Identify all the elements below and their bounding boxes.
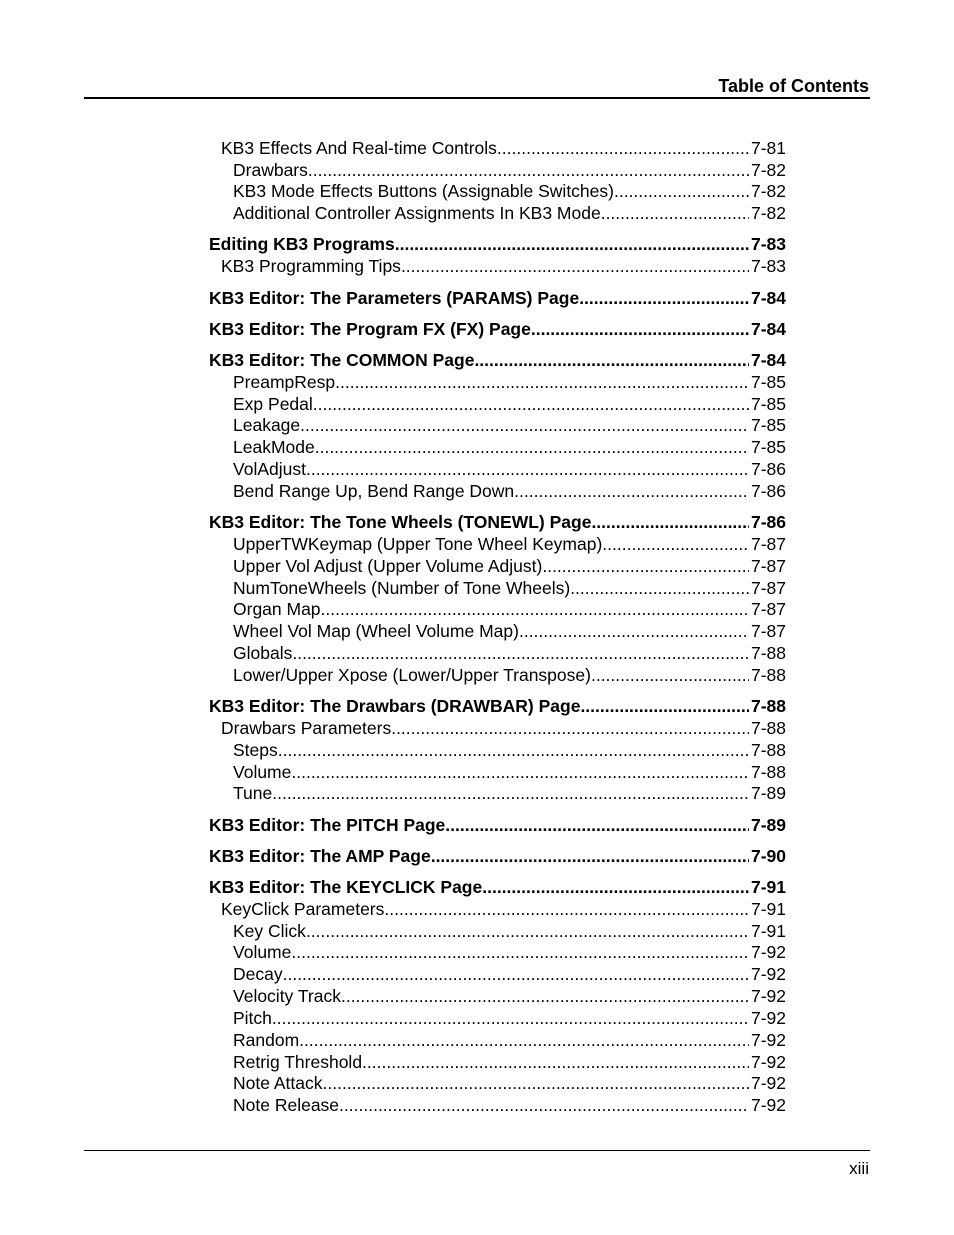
toc-entry[interactable] [221, 717, 786, 739]
toc-entry[interactable] [233, 664, 786, 686]
toc-entry-page: 7-85 [750, 437, 786, 457]
toc-entry-page: 7-87 [750, 556, 786, 576]
toc-dot-leader [341, 985, 749, 1007]
toc-entry-page: 7-88 [750, 665, 786, 685]
toc-entry-title: KB3 Effects And Real-time Controls [221, 138, 497, 158]
toc-entry-page: 7-86 [750, 459, 786, 479]
toc-entry-page: 7-82 [750, 203, 786, 223]
toc-entry-title: KB3 Editor: The COMMON Page [209, 350, 475, 370]
toc-entry-page: 7-89 [750, 783, 786, 803]
toc-dot-leader [591, 664, 749, 686]
toc-dot-leader [474, 349, 749, 371]
toc-entry-title: Upper Vol Adjust (Upper Volume Adjust) [233, 556, 543, 576]
toc-entry[interactable] [233, 533, 786, 555]
toc-entry[interactable] [233, 941, 786, 963]
toc-entry-title: Volume [233, 762, 292, 782]
toc-entry-title: KB3 Editor: The Tone Wheels (TONEWL) Page [209, 512, 592, 532]
toc-entry-title: Key Click [233, 921, 306, 941]
toc-dot-leader [299, 1029, 749, 1051]
toc-dot-leader [591, 511, 749, 533]
toc-entry[interactable] [233, 598, 786, 620]
toc-entry-page: 7-92 [750, 1073, 786, 1093]
toc-entry-title: Additional Controller Assignments In KB3 Mode [233, 203, 601, 223]
toc-entry-page: 7-92 [750, 1008, 786, 1028]
toc-entry-title: Velocity Track [233, 986, 341, 1006]
toc-entry-page: 7-88 [750, 740, 786, 760]
toc-section-entry[interactable] [209, 876, 786, 898]
toc-entry-title: Organ Map [233, 599, 321, 619]
toc-entry-page: 7-82 [750, 160, 786, 180]
toc-dot-leader [315, 436, 749, 458]
toc-section-entry[interactable] [209, 814, 786, 836]
toc-entry-page: 7-91 [750, 899, 786, 919]
toc-entry-title: Pitch [233, 1008, 272, 1028]
toc-dot-leader [391, 717, 749, 739]
toc-entry-title: VolAdjust [233, 459, 306, 479]
toc-entry-title: UpperTWKeymap (Upper Tone Wheel Keymap) [233, 534, 603, 554]
toc-entry-title: Drawbars Parameters [221, 718, 392, 738]
toc-entry-title: Globals [233, 643, 293, 663]
toc-dot-leader [519, 620, 749, 642]
toc-section-entry[interactable] [209, 511, 786, 533]
toc-entry-page: 7-84 [750, 350, 786, 370]
toc-entry-title: Retrig Threshold [233, 1052, 363, 1072]
toc-dot-leader [395, 233, 749, 255]
toc-entry-title: Steps [233, 740, 278, 760]
toc-entry[interactable] [233, 480, 786, 502]
toc-entry-page: 7-91 [750, 877, 786, 897]
toc-entry-title: PreampResp [233, 372, 336, 392]
toc-dot-leader [602, 533, 749, 555]
toc-entry[interactable] [233, 620, 786, 642]
toc-entry-page: 7-84 [750, 288, 786, 308]
toc-entry-page: 7-90 [750, 846, 786, 866]
toc-dot-leader [580, 695, 749, 717]
toc-entry-title: Note Release [233, 1095, 340, 1115]
toc-dot-leader [431, 845, 749, 867]
toc-entry[interactable] [233, 1007, 786, 1029]
toc-entry[interactable] [221, 255, 786, 277]
toc-section-entry[interactable] [209, 695, 786, 717]
toc-entry-title: Leakage [233, 415, 301, 435]
toc-entry-page: 7-85 [750, 415, 786, 435]
toc-entry-page: 7-85 [750, 394, 786, 414]
toc-entry-page: 7-83 [750, 234, 786, 254]
toc-entry[interactable] [233, 159, 786, 181]
toc-entry[interactable] [233, 577, 786, 599]
toc-dot-leader [384, 898, 749, 920]
toc-dot-leader [339, 1094, 749, 1116]
toc-entry-title: Drawbars [233, 160, 308, 180]
toc-entry-page: 7-86 [750, 512, 786, 532]
toc-dot-leader [445, 814, 749, 836]
toc-entry-page: 7-87 [750, 578, 786, 598]
toc-entry-title: LeakMode [233, 437, 315, 457]
toc-entry[interactable] [233, 436, 786, 458]
toc-dot-leader [614, 180, 749, 202]
toc-entry[interactable] [233, 414, 786, 436]
toc-entry-title: KB3 Mode Effects Buttons (Assignable Switches) [233, 181, 614, 201]
toc-dot-leader [308, 159, 749, 181]
toc-dot-leader [514, 480, 749, 502]
toc-entry-title: KB3 Editor: The Drawbars (DRAWBAR) Page [209, 696, 581, 716]
toc-dot-leader [401, 255, 749, 277]
toc-entry-title: KB3 Editor: The Parameters (PARAMS) Page [209, 288, 580, 308]
toc-dot-leader [283, 963, 749, 985]
toc-entry[interactable] [233, 1029, 786, 1051]
toc-dot-leader [570, 577, 749, 599]
toc-dot-leader [321, 598, 749, 620]
toc-dot-leader [272, 782, 749, 804]
toc-dot-leader [292, 642, 749, 664]
toc-entry[interactable] [221, 137, 786, 159]
toc-entry-title: Decay [233, 964, 283, 984]
toc-dot-leader [291, 941, 749, 963]
toc-dot-leader [272, 1007, 749, 1029]
toc-entry[interactable] [233, 458, 786, 480]
toc-entry-title: Exp Pedal [233, 394, 313, 414]
toc-entry-page: 7-92 [750, 942, 786, 962]
toc-entry[interactable] [233, 963, 786, 985]
toc-entry[interactable] [233, 642, 786, 664]
toc-dot-leader [497, 137, 749, 159]
toc-entry[interactable] [233, 202, 786, 224]
toc-entry[interactable] [221, 898, 786, 920]
toc-entry-title: KeyClick Parameters [221, 899, 385, 919]
toc-entry-page: 7-92 [750, 1030, 786, 1050]
footer-page-number: xiii [849, 1159, 869, 1178]
toc-section-entry[interactable] [209, 845, 786, 867]
toc-dot-leader [335, 371, 749, 393]
toc-dot-leader [306, 920, 749, 942]
toc-entry-page: 7-82 [750, 181, 786, 201]
toc-entry-title: Lower/Upper Xpose (Lower/Upper Transpose) [233, 665, 591, 685]
toc-entry-page: 7-92 [750, 1052, 786, 1072]
toc-entry-page: 7-88 [750, 762, 786, 782]
toc-dot-leader [291, 761, 749, 783]
toc-entry-title: Bend Range Up, Bend Range Down [233, 481, 515, 501]
toc-entry-page: 7-87 [750, 534, 786, 554]
toc-entry-page: 7-92 [750, 964, 786, 984]
toc-entry-title: KB3 Editor: The KEYCLICK Page [209, 877, 483, 897]
toc-entry-title: KB3 Editor: The Program FX (FX) Page [209, 319, 531, 339]
page-header-title: Table of Contents [718, 76, 869, 96]
toc-dot-leader [601, 202, 749, 224]
toc-dot-leader [323, 1072, 749, 1094]
toc-dot-leader [542, 555, 749, 577]
toc-dot-leader [531, 318, 749, 340]
toc-entry[interactable] [233, 1094, 786, 1116]
toc-entry-title: Tune [233, 783, 273, 803]
toc-section-entry[interactable] [209, 233, 786, 255]
toc-entry-title: NumToneWheels (Number of Tone Wheels) [233, 578, 571, 598]
toc-entry-title: KB3 Editor: The PITCH Page [209, 815, 446, 835]
toc-entry[interactable] [233, 555, 786, 577]
toc-dot-leader [482, 876, 749, 898]
toc-dot-leader [362, 1051, 749, 1073]
toc-dot-leader [306, 458, 749, 480]
toc-entry-page: 7-87 [750, 599, 786, 619]
toc-entry-title: Volume [233, 942, 292, 962]
toc-entry-page: 7-83 [750, 256, 786, 276]
toc-entry-page: 7-81 [750, 138, 786, 158]
toc-entry[interactable] [233, 393, 786, 415]
toc-entry[interactable] [233, 1072, 786, 1094]
toc-entry-title: Note Attack [233, 1073, 323, 1093]
toc-entry[interactable] [233, 371, 786, 393]
toc-entry-title: Editing KB3 Programs [209, 234, 395, 254]
toc-entry-title: Random [233, 1030, 300, 1050]
toc-entry[interactable] [233, 180, 786, 202]
toc-entry[interactable] [233, 1051, 786, 1073]
toc-entry-page: 7-87 [750, 621, 786, 641]
toc-entry-page: 7-88 [750, 696, 786, 716]
toc-entry-page: 7-88 [750, 718, 786, 738]
toc-entry-page: 7-91 [750, 921, 786, 941]
toc-section-entry[interactable] [209, 349, 786, 371]
toc-entry[interactable] [233, 920, 786, 942]
toc-entry-title: Wheel Vol Map (Wheel Volume Map) [233, 621, 519, 641]
toc-entry[interactable] [233, 739, 786, 761]
toc-entry-page: 7-84 [750, 319, 786, 339]
toc-dot-leader [579, 287, 749, 309]
toc-dot-leader [278, 739, 749, 761]
toc-dot-leader [313, 393, 749, 415]
toc-entry-page: 7-92 [750, 986, 786, 1006]
toc-entry-page: 7-85 [750, 372, 786, 392]
toc-entry-title: KB3 Editor: The AMP Page [209, 846, 431, 866]
toc-dot-leader [300, 414, 749, 436]
toc-entry-page: 7-92 [750, 1095, 786, 1115]
footer-rule [84, 1150, 870, 1151]
toc-entry[interactable] [233, 985, 786, 1007]
toc-section-entry[interactable] [209, 287, 786, 309]
toc-entry[interactable] [233, 761, 786, 783]
toc-entry[interactable] [233, 782, 786, 804]
toc-entry-page: 7-88 [750, 643, 786, 663]
toc-entry-page: 7-86 [750, 481, 786, 501]
toc-section-entry[interactable] [209, 318, 786, 340]
toc-entry-page: 7-89 [750, 815, 786, 835]
toc-entry-title: KB3 Programming Tips [221, 256, 401, 276]
